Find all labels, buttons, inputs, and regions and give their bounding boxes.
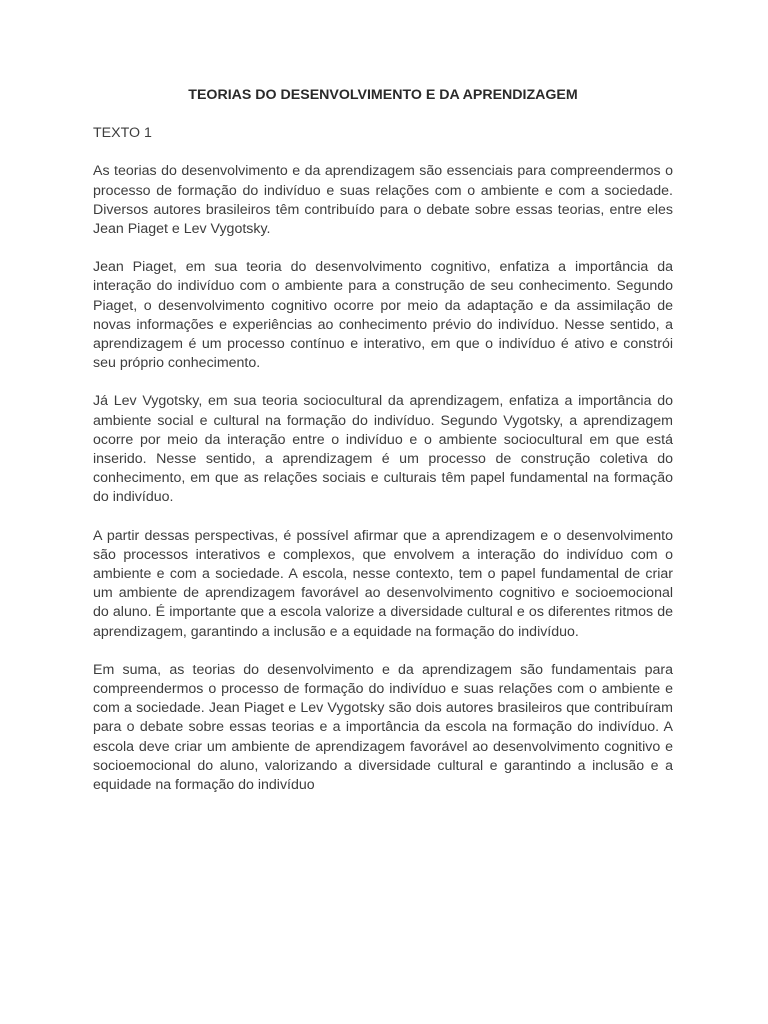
document-body — [93, 86, 673, 795]
document-title: TEORIAS DO DESENVOLVIMENTO E DA APRENDIZAGEM — [188, 87, 578, 103]
paragraph-vygotsky: Já Lev Vygotsky, em sua teoria sociocultural da aprendizagem, enfatiza a importância do ambiente social e cultural na formação do indivíduo. Segundo Vygotsky, a aprendizagem ocorre por meio da interação entre o indivíduo e o ambiente sociocultural em que está inserido. Nesse sentido, a aprendizagem é um processo de construção coletiva do conhecimento, em que as relações sociais e culturais têm papel fundamental na formação do indivíduo. — [93, 393, 673, 506]
paragraph-conclusion: Em suma, as teorias do desenvolvimento e da aprendizagem são fundamentais para compreendermos o processo de formação do indivíduo e suas relações com o ambiente e com a sociedade. Jean Piaget e Lev Vygotsky são dois autores brasileiros que contribuíram para o debate sobre essas teorias e a importância da escola na formação do indivíduo. A escola deve criar um ambiente de aprendizagem favorável ao desenvolvimento cognitivo e socioemocional do aluno, valorizando a diversidade cultural e garantindo a inclusão e a equidade na formação do indivíduo — [93, 661, 673, 794]
paragraph-intro: As teorias do desenvolvimento e da aprendizagem são essenciais para compreendermos o processo de formação do indivíduo e suas relações com o ambiente e com a sociedade. Diversos autores brasileiros têm contribuído para o debate sobre essas teorias, entre eles Jean Piaget e Lev Vygotsky. — [93, 163, 673, 238]
paragraph-piaget: Jean Piaget, em sua teoria do desenvolvimento cognitivo, enfatiza a importância da interação do indivíduo com o ambiente para a construção de seu conhecimento. Segundo Piaget, o desenvolvimento cognitivo ocorre por meio da adaptação e da assimilação de novas informações e experiências ao conhecimento prévio do indivíduo. Nesse sentido, a aprendizagem é um processo contínuo e interativo, em que o indivíduo é ativo e constrói seu próprio conhecimento. — [93, 259, 673, 372]
section-heading: TEXTO 1 — [93, 125, 152, 142]
paragraph-perspectives: A partir dessas perspectivas, é possível afirmar que a aprendizagem e o desenvolvimento são processos interativos e complexos, que envolvem a interação do indivíduo com o ambiente e com a sociedade. A escola, nesse contexto, tem o papel fundamental de criar um ambiente de aprendizagem favorável ao desenvolvimento cognitivo e socioemocional do aluno. É importante que a escola valorize a diversidade cultural e os diferentes ritmos de aprendizagem, garantindo a inclusão e a equidade na formação do indivíduo. — [93, 527, 673, 640]
